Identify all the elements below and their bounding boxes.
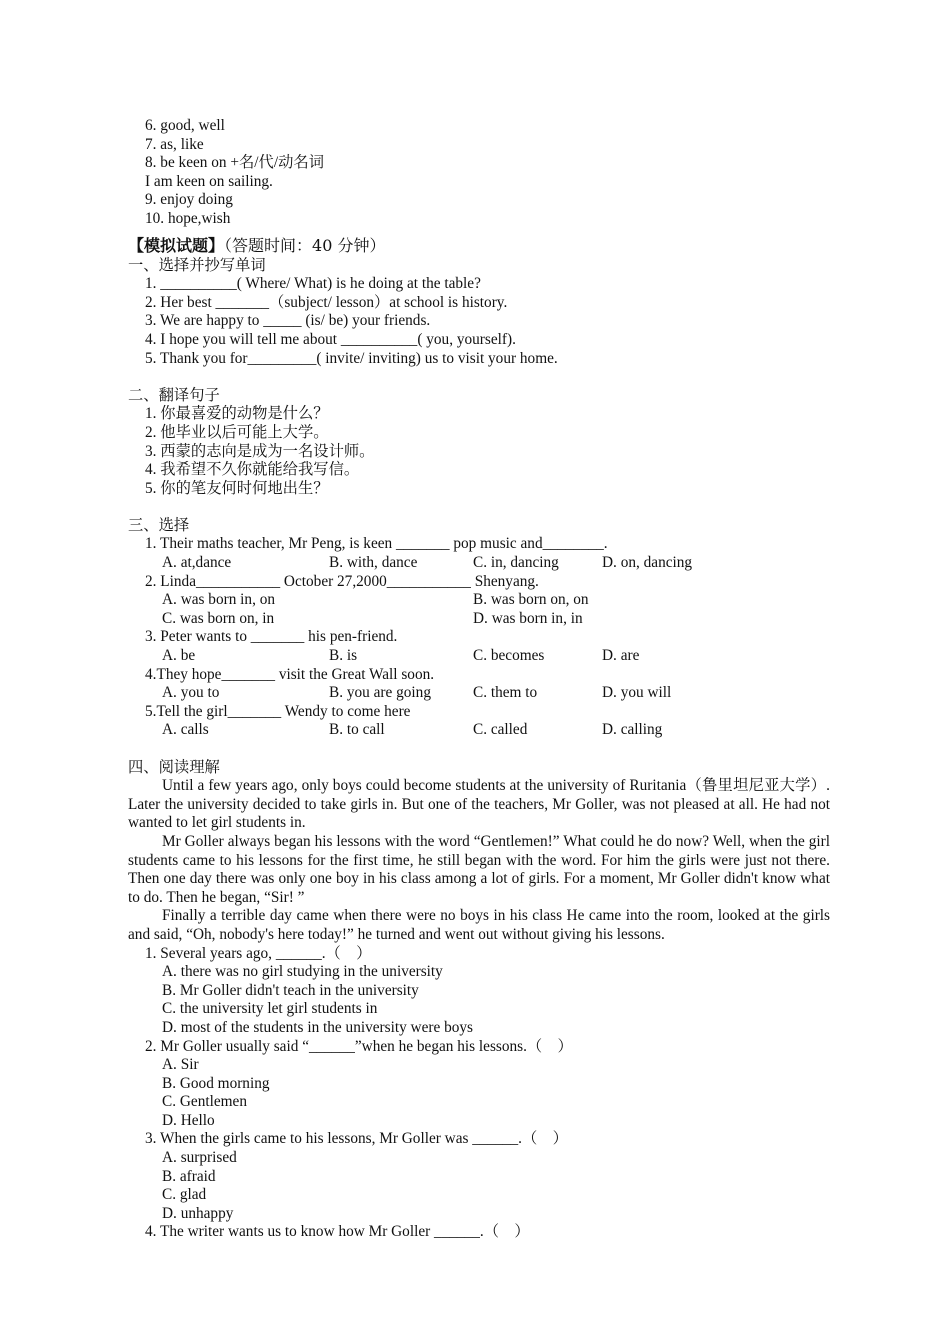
question-item: 2. Her best _______（subject/ lesson）at school is history. xyxy=(145,293,508,311)
option: C. glad xyxy=(162,1186,207,1204)
option: C. was born on, in xyxy=(162,609,275,627)
note-item: 8. be keen on +名/代/动名词 xyxy=(145,154,324,172)
note-item: I am keen on sailing. xyxy=(145,172,273,190)
option: D. are xyxy=(602,647,640,665)
option: B. Good morning xyxy=(162,1074,270,1092)
document-page xyxy=(128,117,830,1242)
question-stem: 1. Several years ago, ______.（ ） xyxy=(145,944,372,962)
question-item: 3. We are happy to _____ (is/ be) your friends. xyxy=(145,312,431,330)
question-item: 5. 你的笔友何时何地出生？ xyxy=(145,479,329,497)
question-item: 4. I hope you will tell me about __________( you, yourself). xyxy=(145,330,516,348)
option: C. them to xyxy=(473,684,538,702)
section-1 xyxy=(128,257,830,369)
option-row xyxy=(128,684,830,703)
option: C. the university let girl students in xyxy=(162,1000,378,1018)
section-title: 三、选择 xyxy=(128,516,190,534)
option: D. most of the students in the university were boys xyxy=(162,1018,473,1036)
option-row xyxy=(128,721,830,740)
exam-heading xyxy=(128,235,830,257)
option: B. you are going xyxy=(329,684,431,702)
option: B. to call xyxy=(329,721,385,739)
exam-title: 【模拟试题】 xyxy=(128,235,225,255)
option: A. Sir xyxy=(162,1056,199,1074)
option: A. at,dance xyxy=(162,554,232,572)
option-row xyxy=(128,591,830,610)
option: D. on, dancing xyxy=(602,554,693,572)
note-item: 9. enjoy doing xyxy=(145,191,233,209)
option: C. called xyxy=(473,721,528,739)
question-stem: 2. Linda___________ October 27,2000___________ Shenyang. xyxy=(145,572,539,590)
option: B. is xyxy=(329,647,358,665)
option: D. calling xyxy=(602,721,663,739)
note-item: 6. good, well xyxy=(145,117,225,134)
option: C. becomes xyxy=(473,647,545,665)
option: B. afraid xyxy=(162,1167,216,1185)
option: D. unhappy xyxy=(162,1204,234,1222)
question-stem: 1. Their maths teacher, Mr Peng, is keen _______ pop music and________. xyxy=(145,535,608,553)
option: B. with, dance xyxy=(329,554,418,572)
question-item: 4. 我希望不久你就能给我写信。 xyxy=(145,461,360,479)
option: B. was born on, on xyxy=(473,591,589,609)
note-item: 10. hope,wish xyxy=(145,209,231,227)
question-item: 2. 他毕业以后可能上大学。 xyxy=(145,423,329,441)
question-stem: 2. Mr Goller usually said “______”when he began his lessons.（ ） xyxy=(145,1037,573,1055)
option: A. surprised xyxy=(162,1149,237,1167)
option: D. was born in, in xyxy=(473,609,583,627)
section-2 xyxy=(128,387,830,499)
section-title: 二、翻译句子 xyxy=(128,386,220,404)
option-row xyxy=(128,647,830,666)
option: C. Gentlemen xyxy=(162,1093,247,1111)
question-stem: 3. Peter wants to _______ his pen-friend. xyxy=(145,628,398,646)
question-stem: 4.They hope_______ visit the Great Wall soon. xyxy=(145,665,435,683)
question-item: 5. Thank you for_________( invite/ inviting) us to visit your home. xyxy=(145,349,558,367)
option: C. in, dancing xyxy=(473,554,559,572)
section-title: 一、选择并抄写单词 xyxy=(128,256,266,274)
option-row xyxy=(128,610,830,629)
question-item: 1. 你最喜爱的动物是什么？ xyxy=(145,405,329,423)
question-stem: 4. The writer wants us to know how Mr Goller ______.（ ） xyxy=(145,1223,530,1241)
question-item: 1. __________( Where/ What) is he doing at the table? xyxy=(145,275,481,293)
question-item: 3. 西蒙的志向是成为一名设计师。 xyxy=(145,442,375,460)
section-title: 四、阅读理解 xyxy=(128,758,220,776)
notes-list xyxy=(128,117,830,229)
option: A. be xyxy=(162,647,196,665)
option: A. there was no girl studying in the university xyxy=(162,963,443,981)
option: D. Hello xyxy=(162,1111,215,1129)
reading-paragraph: Mr Goller always began his lessons with the word “Gentlemen!” What could he do now? Well, when the girl students came to his lessons for the first time, he still began with the word. For him the girls were just not there. Then one day there was only one boy in his class among a lot of girls. For a moment, Mr Goller didn't know what to do. Then he began, “Sir! ” xyxy=(128,832,830,906)
question-stem: 3. When the girls came to his lessons, Mr Goller was ______.（ ） xyxy=(145,1130,568,1148)
exam-time-note: （答题时间：40 分钟） xyxy=(224,235,386,255)
section-4 xyxy=(128,759,830,1242)
option-row xyxy=(128,554,830,573)
option: A. calls xyxy=(162,721,209,739)
section-3 xyxy=(128,517,830,740)
reading-paragraph: Finally a terrible day came when there were no boys in his class He came into the room, looked at the girls and said, “Oh, nobody's here today!” he turned and went out without giving his lessons. xyxy=(128,907,830,943)
note-item: 7. as, like xyxy=(145,135,204,153)
option: D. you will xyxy=(602,684,672,702)
option: A. you to xyxy=(162,684,220,702)
question-stem: 5.Tell the girl_______ Wendy to come here xyxy=(145,702,411,720)
reading-paragraph: Until a few years ago, only boys could become students at the university of Ruritania（鲁里坦尼亚大学）. Later the university decided to take girls in. But one of the teachers, Mr Goller, was not pleased at all. He had not wanted to let girl students in. xyxy=(128,777,830,832)
option: A. was born in, on xyxy=(162,591,276,609)
option: B. Mr Goller didn't teach in the university xyxy=(162,981,419,999)
